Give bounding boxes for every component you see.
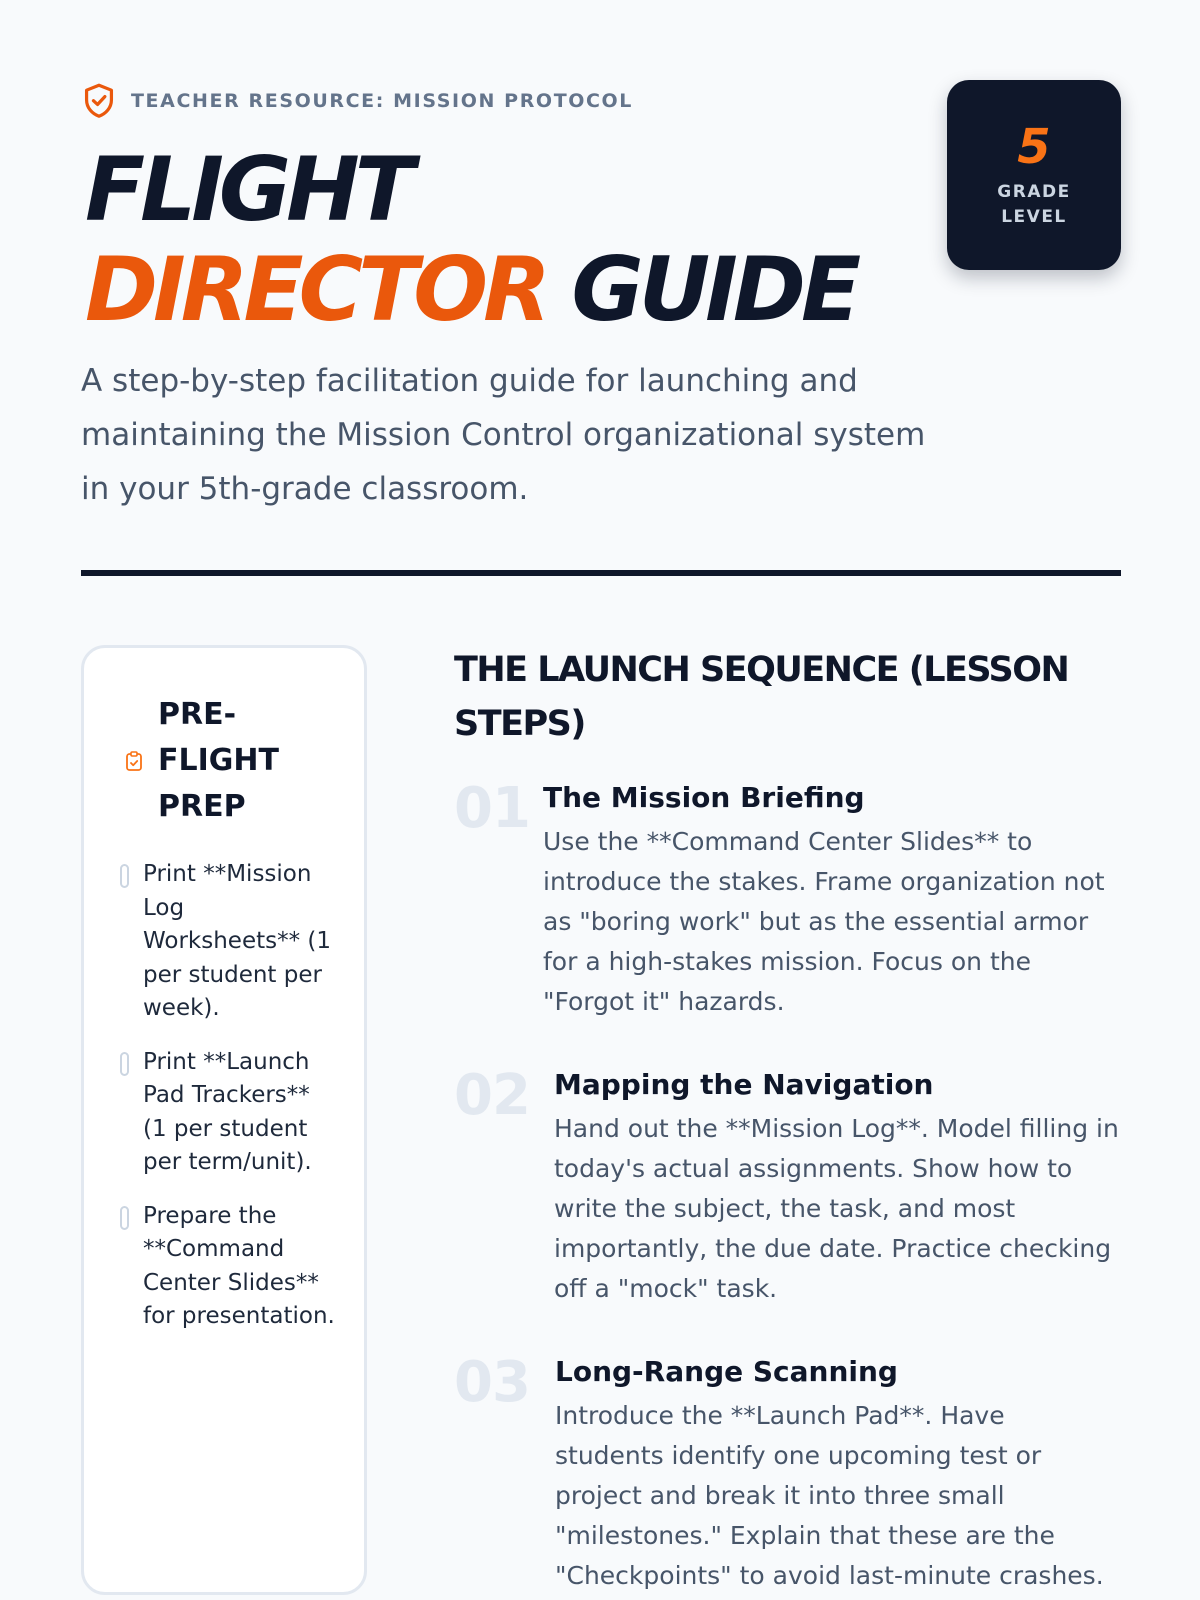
checkbox[interactable] [120, 864, 129, 888]
checklist-item-text: Print **Launch Pad Trackers** (1 per student per term/unit). [143, 1048, 312, 1175]
step-text: Hand out the **Mission Log**. Model filling in today's actual assignments. Show how to write the subject, the task, and most importantly, the due date. Practice checking off a "mock" task. [554, 1114, 1119, 1303]
prep-title: PRE-FLIGHT PREP [158, 697, 279, 824]
eyebrow-label: TEACHER RESOURCE: MISSION PROTOCOL [131, 90, 634, 112]
step-number: 03 [454, 1350, 530, 1415]
checklist-item-text: Prepare the **Command Center Slides** for presentation. [143, 1202, 335, 1329]
guide-page [81, 0, 1121, 1600]
title-rest: GUIDE [571, 238, 857, 341]
prep-checklist [120, 858, 335, 1354]
step-title: The Mission Briefing [543, 781, 865, 814]
step-text: Introduce the **Launch Pad**. Have students identify one upcoming test or project and break it into three small "milestones." Explain that these are the "Checkpoints" to avoid last-minute crashes. [555, 1401, 1104, 1590]
checkbox[interactable] [120, 1052, 129, 1076]
title-line-1: FLIGHT [85, 138, 410, 241]
pre-flight-prep-card [81, 645, 367, 1595]
checklist-item [120, 858, 335, 1026]
header-divider [81, 570, 1121, 576]
step-title: Long-Range Scanning [555, 1355, 898, 1388]
grade-label: GRADE LEVEL [997, 182, 1071, 227]
step-number: 02 [454, 1063, 530, 1128]
checkbox[interactable] [120, 1206, 129, 1230]
step-number: 01 [454, 776, 530, 841]
step-body [555, 1352, 1121, 1596]
title-accent: DIRECTOR [85, 238, 546, 341]
page-subtitle: A step-by-step facilitation guide for launching and maintaining the Mission Control organizational system in your 5th-grade classroom. [81, 363, 926, 507]
prep-header [124, 692, 278, 830]
eyebrow [81, 82, 633, 120]
step-text: Use the **Command Center Slides** to introduce the stakes. Frame organization not as "boring work" but as the essential armor for a high-stakes mission. Focus on the "Forgot it" hazards. [543, 827, 1105, 1016]
title-line-2 [85, 240, 856, 340]
checklist-item-text: Print **Mission Log Worksheets** (1 per student per week). [143, 861, 332, 1021]
step-body [554, 1065, 1121, 1309]
launch-sequence-title: THE LAUNCH SEQUENCE (LESSON STEPS) [454, 650, 1069, 744]
grade-number: 5 [1017, 119, 1051, 175]
step-body [543, 778, 1121, 1022]
step-title: Mapping the Navigation [554, 1068, 934, 1101]
clipboard-check-icon [124, 750, 144, 772]
shield-check-icon [81, 82, 117, 120]
checklist-item [120, 1200, 335, 1334]
page-title [85, 140, 856, 340]
checklist-item [120, 1046, 335, 1180]
grade-badge [947, 80, 1121, 270]
